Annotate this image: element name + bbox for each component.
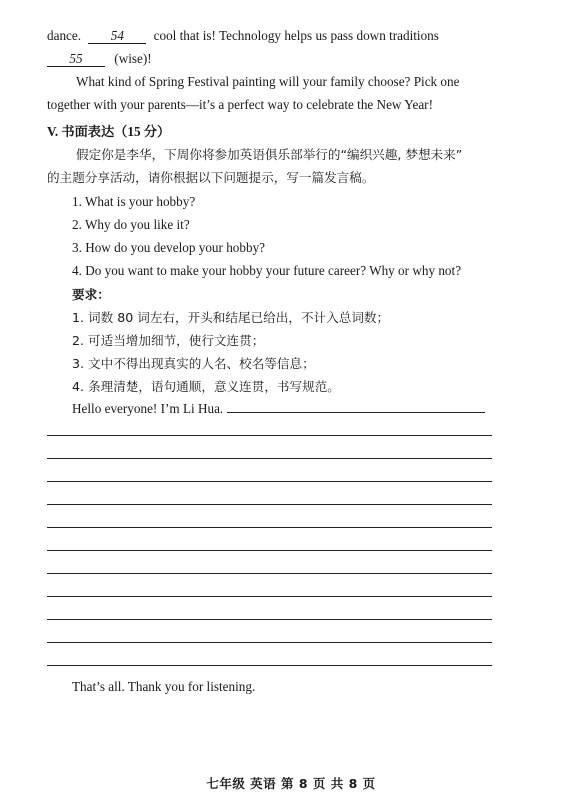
- passage-paragraph-line: What kind of Spring Festival painting will your family choose? Pick one: [76, 74, 460, 89]
- writing-line[interactable]: [47, 527, 492, 528]
- requirements-label: 要求：: [72, 287, 110, 302]
- writing-line[interactable]: [47, 504, 492, 505]
- page-footer: 七年级 英语 第 8 页 共 8 页: [206, 776, 376, 791]
- writing-line[interactable]: [47, 642, 492, 643]
- passage-text: (wise)!: [114, 51, 152, 66]
- essay-closing: That’s all. Thank you for listening.: [72, 679, 256, 694]
- question-item: 3. How do you develop your hobby?: [72, 240, 266, 255]
- writing-line[interactable]: [47, 665, 492, 666]
- question-item: 1. What is your hobby?: [72, 194, 196, 209]
- requirement-item: 2. 可适当增加细节，使行文连贯；: [72, 333, 265, 348]
- requirement-item: 1. 词数 80 词左右，开头和结尾已给出，不计入总词数；: [72, 310, 390, 325]
- prompt-line: 的主题分享活动，请你根据以下问题提示，写一篇发言稿。: [47, 170, 375, 185]
- passage-line-2: [47, 50, 152, 68]
- question-item: 4. Do you want to make your hobby your future career? Why or why not?: [72, 263, 462, 278]
- writing-line[interactable]: [47, 550, 492, 551]
- writing-line[interactable]: [47, 619, 492, 620]
- question-item: 2. Why do you like it?: [72, 217, 190, 232]
- answer-blank-54[interactable]: [88, 28, 146, 44]
- writing-line[interactable]: [47, 435, 492, 436]
- passage-line-1: [47, 27, 439, 45]
- passage-paragraph-line: together with your parents—it’s a perfect way to celebrate the New Year!: [47, 97, 433, 112]
- essay-opening: [72, 400, 485, 418]
- blank-number: 55: [69, 51, 83, 66]
- section-heading: V. 书面表达（15 分）: [47, 124, 171, 139]
- passage-text: cool that is! Technology helps us pass down traditions: [153, 28, 439, 43]
- opening-text: Hello everyone! I’m Li Hua.: [72, 401, 224, 416]
- requirement-item: 3. 文中不得出现真实的人名、校名等信息；: [72, 356, 315, 371]
- answer-blank-55[interactable]: [47, 51, 105, 67]
- writing-line[interactable]: [47, 458, 492, 459]
- writing-line[interactable]: [47, 596, 492, 597]
- writing-line[interactable]: [47, 573, 492, 574]
- requirement-item: 4. 条理清楚，语句通顺，意义连贯，书写规范。: [72, 379, 340, 394]
- prompt-line: 假定你是李华，下周你将参加英语俱乐部举行的“编织兴趣, 梦想未来”: [76, 147, 463, 162]
- blank-number: 54: [110, 28, 124, 43]
- writing-line[interactable]: [47, 481, 492, 482]
- passage-text: dance.: [47, 28, 82, 43]
- writing-line[interactable]: [227, 400, 485, 413]
